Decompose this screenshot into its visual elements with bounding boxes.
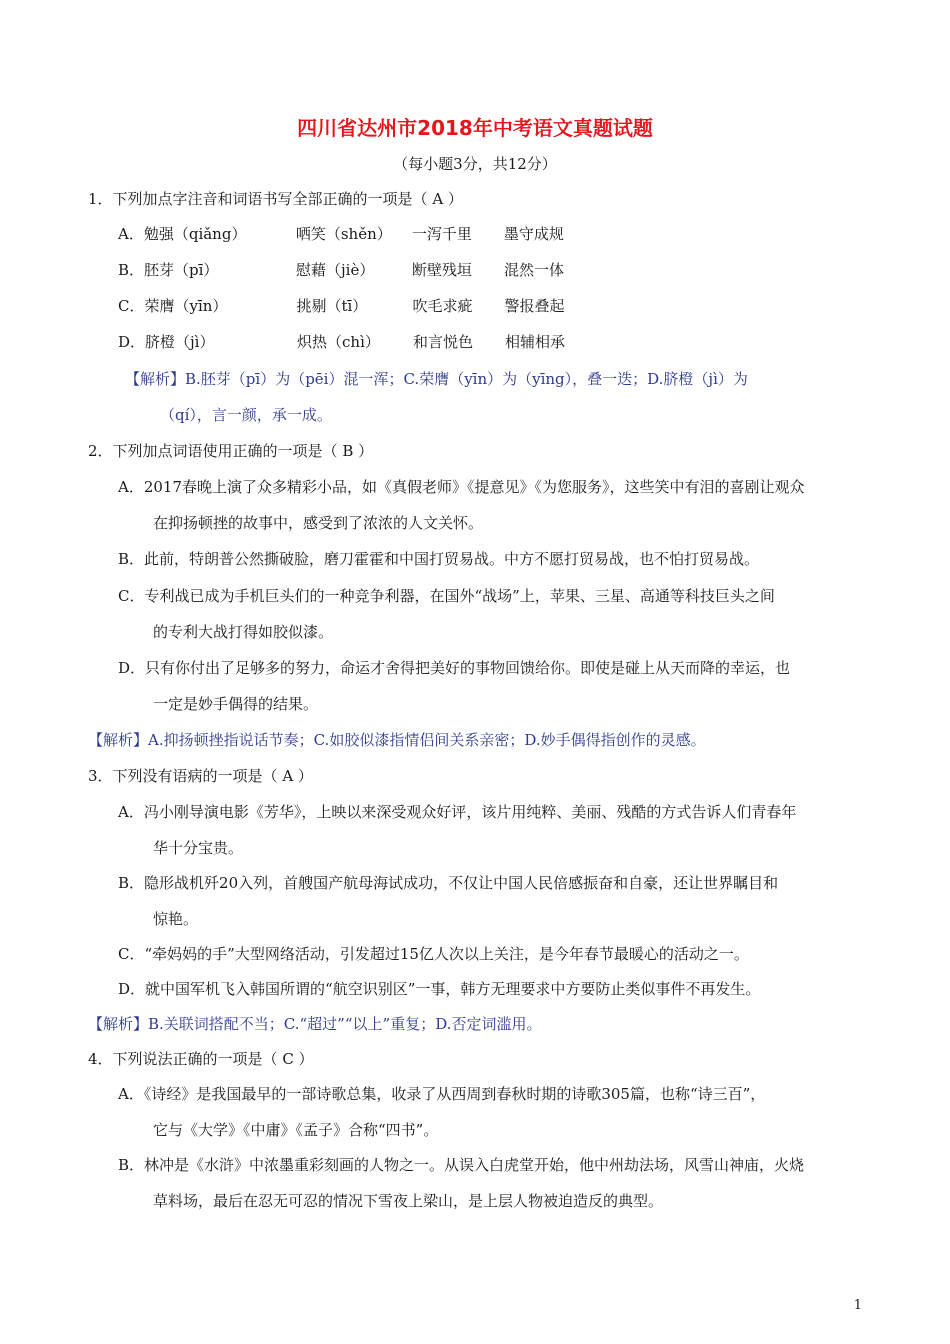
option-item: 和言悦色 (413, 333, 474, 351)
question-1-stem: 1．下列加点字注音和词语书写全部正确的一项是（ A ） (88, 190, 463, 208)
page-number: 1 (853, 1298, 862, 1313)
question-3-option-a-cont: 华十分宝贵。 (153, 839, 244, 857)
option-item: 警报叠起 (504, 297, 565, 315)
question-2-stem: 2．下列加点词语使用正确的一项是（ B ） (88, 442, 374, 460)
question-2-option-d-cont: 一定是妙手偶得的结果。 (153, 695, 319, 713)
question-3-analysis (88, 1014, 541, 1034)
question-1-analysis-cont: （qí），言一颜，承一成。 (160, 406, 332, 424)
option-label: B． (118, 261, 145, 279)
question-1-option-a (118, 224, 564, 244)
question-3-option-b-cont: 惊艳。 (153, 910, 199, 928)
option-item: 吹毛求疵 (412, 297, 473, 315)
question-4-option-a-cont: 它与《大学》《中庸》《孟子》合称“四书”。 (153, 1121, 439, 1139)
question-4-option-a: A．《诗经》是我国最早的一部诗歌总集，收录了从西周到春秋时期的诗歌305篇，也称“诗三百”， (118, 1085, 766, 1103)
question-3-option-d: D．就中国军机飞入韩国所谓的“航空识别区”一事，韩方无理要求中方要防止类似事件不再发生。 (118, 980, 761, 998)
option-item: 一泻千里 (411, 225, 472, 243)
option-item: 断壁残垣 (412, 261, 473, 279)
question-1-option-c (118, 296, 565, 316)
question-2-analysis (88, 730, 706, 750)
question-3-stem: 3．下列没有语病的一项是（ A ） (88, 767, 313, 785)
option-item: 勉强（qiǎng） (143, 225, 247, 243)
analysis-text: B.胚芽（pī）为（pēi）混一浑；C.荣膺（yīn）为（yīng），叠一迭；D.脐橙（jì）为 (185, 370, 748, 388)
question-2-option-a: A．2017春晚上演了众多精彩小品，如《真假老师》《提意见》《为您服务》，这些笑中有泪的喜剧让观众 (118, 478, 805, 496)
question-2-option-a-cont: 在抑扬顿挫的故事中，感受到了浓浓的人文关怀。 (153, 514, 484, 532)
option-item: 哂笑（shěn） (295, 225, 392, 243)
question-4-option-b-cont: 草料场，最后在忍无可忍的情况下雪夜上梁山，是上层人物被迫造反的典型。 (153, 1192, 664, 1210)
option-item: 荣膺（yīn） (144, 297, 228, 315)
question-4-stem: 4．下列说法正确的一项是（ C ） (88, 1050, 314, 1068)
analysis-tag: 【解析】 (88, 1015, 149, 1033)
option-item: 胚芽（pī） (144, 261, 219, 279)
page-subtitle: （每小题3分，共12分） (393, 155, 557, 173)
option-item: 墨守成规 (503, 225, 564, 243)
option-item: 脐橙（jì） (145, 333, 215, 351)
question-2-option-b: B．此前，特朗普公然撕破脸，磨刀霍霍和中国打贸易战。中方不愿打贸易战，也不怕打贸易战。 (118, 550, 760, 568)
analysis-tag: 【解析】 (125, 370, 186, 388)
option-label: A． (118, 225, 144, 243)
option-label: D． (118, 333, 146, 351)
option-item: 相辅相承 (505, 333, 566, 351)
option-label: C． (118, 297, 145, 315)
question-1-analysis (125, 369, 748, 389)
question-1-option-d (118, 332, 565, 352)
analysis-text: A.抑扬顿挫指说话节奏；C.如胶似漆指情侣间关系亲密；D.妙手偶得指创作的灵感。 (148, 731, 706, 749)
question-2-option-c: C．专利战已成为手机巨头们的一种竞争利器，在国外“战场”上，苹果、三星、高通等科技巨头之间 (118, 587, 775, 605)
option-item: 炽热（chì） (297, 333, 380, 351)
analysis-tag: 【解析】 (88, 731, 149, 749)
option-item: 混然一体 (504, 261, 565, 279)
question-2-option-d: D．只有你付出了足够多的努力，命运才舍得把美好的事物回馈给你。即使是碰上从天而降的幸运，也 (118, 659, 791, 677)
question-1-option-b (118, 260, 564, 280)
option-item: 挑剔（tī） (296, 297, 368, 315)
question-3-option-b: B．隐形战机歼20入列，首艘国产航母海试成功，不仅让中国人民倍感振奋和自豪，还让世界瞩目和 (118, 874, 779, 892)
question-3-option-c: C．“牵妈妈的手”大型网络活动，引发超过15亿人次以上关注，是今年春节最暖心的活动之一。 (118, 945, 749, 963)
question-4-option-b: B．林冲是《水浒》中浓墨重彩刻画的人物之一。从误入白虎堂开始，他中州劫法场，风雪山神庙，火烧 (118, 1156, 805, 1174)
option-item: 慰藉（jiè） (296, 261, 375, 279)
question-2-option-c-cont: 的专利大战打得如胶似漆。 (153, 623, 334, 641)
question-3-option-a: A．冯小刚导演电影《芳华》，上映以来深受观众好评，该片用纯粹、美丽、残酷的方式告诉人们青春年 (118, 803, 797, 821)
page-title: 四川省达州市2018年中考语文真题试题 (297, 116, 653, 140)
analysis-text: B.关联词搭配不当；C.“超过”“以上”重复；D.否定词滥用。 (148, 1015, 542, 1033)
